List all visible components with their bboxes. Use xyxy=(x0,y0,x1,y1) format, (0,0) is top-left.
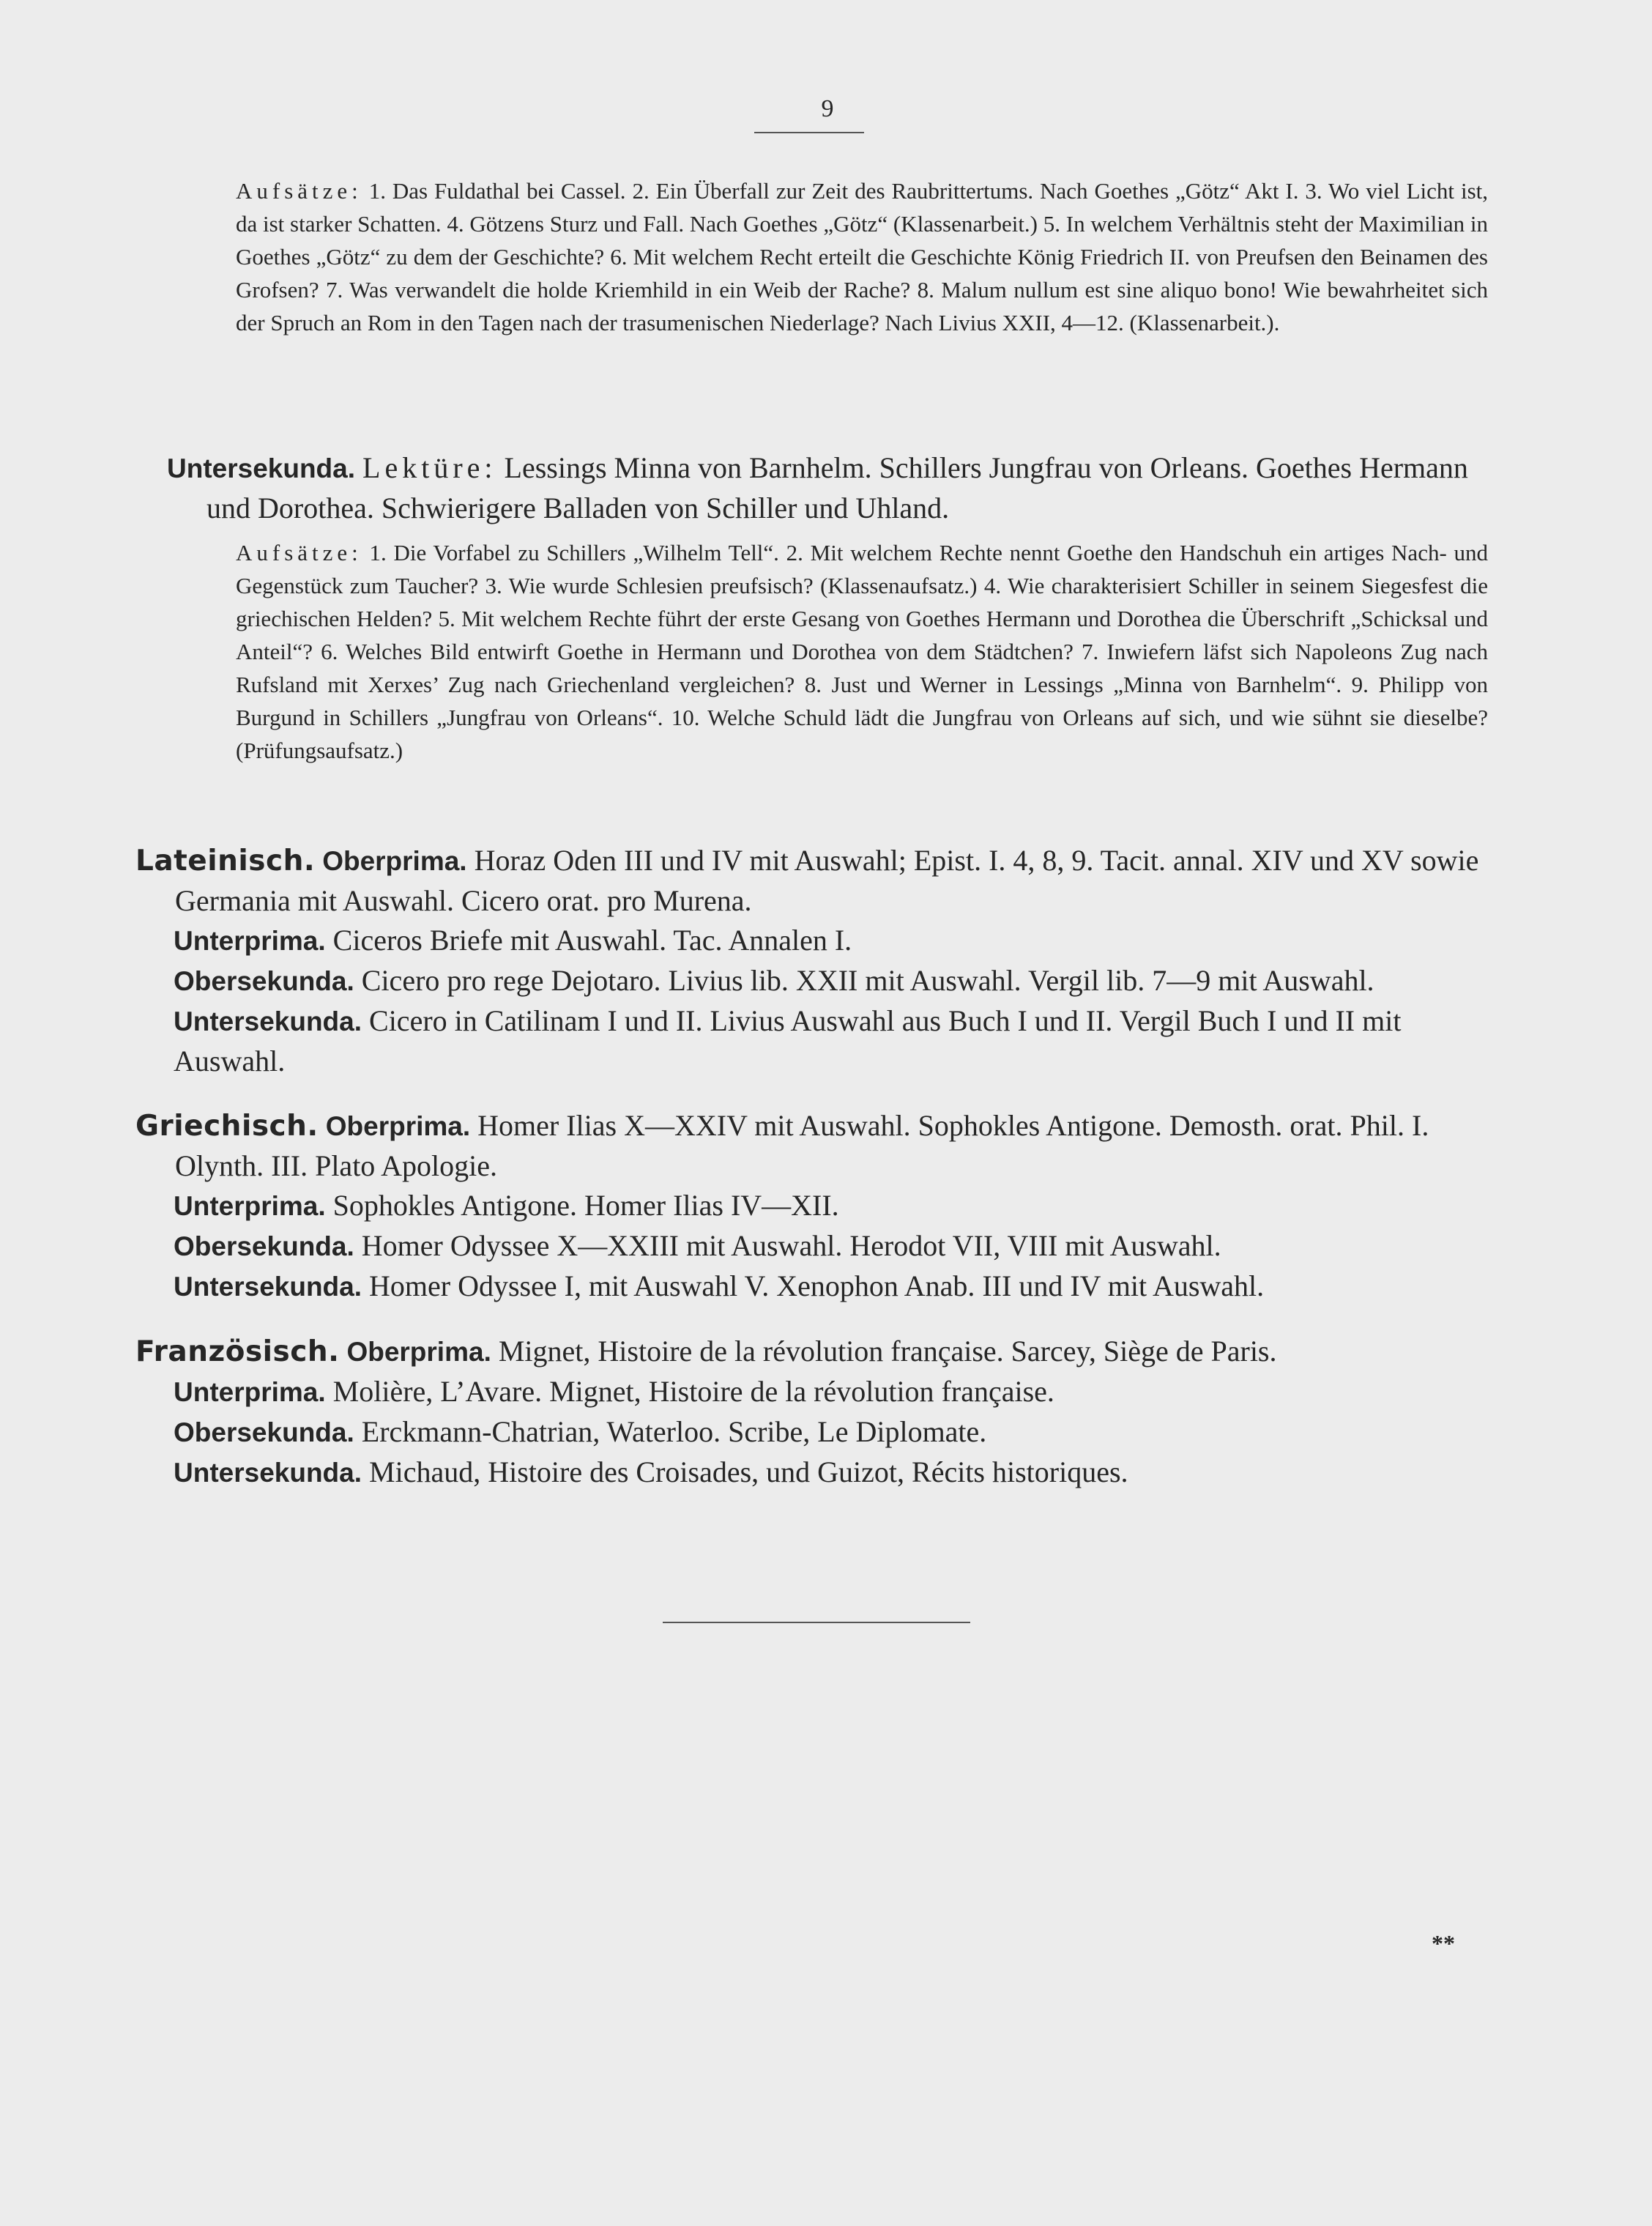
untersekunda-aufsaetze xyxy=(236,536,1488,767)
level-label: Untersekunda. xyxy=(174,1458,362,1488)
level-label: Unterprima. xyxy=(174,1377,326,1407)
subject-heading: Griechisch. xyxy=(135,1110,319,1143)
signature-mark: ** xyxy=(1432,1930,1455,1956)
entry-text: Ciceros Briefe mit Auswahl. Tac. Annalen I. xyxy=(332,924,852,957)
section-franzoesisch xyxy=(135,1332,1487,1493)
level-label: Obersekunda. xyxy=(174,1417,354,1447)
entry-text: Horaz Oden III und IV mit Auswahl; Epist. I. 4, 8, 9. Tacit. annal. XIV und XV sowie Germania mit Auswahl. Cicero orat. pro Murena. xyxy=(175,844,1479,917)
level-label: Oberprima. xyxy=(325,1111,471,1141)
lektuere-label: Lektüre: xyxy=(362,451,497,484)
section-entry xyxy=(135,921,1487,961)
entry-text: Homer Odyssee I, mit Auswahl V. Xenophon Anab. III und IV mit Auswahl. xyxy=(369,1269,1265,1302)
aufsaetze-label: Aufsätze: xyxy=(236,540,362,565)
subject-heading: Lateinisch. xyxy=(135,845,316,878)
entry-text: Homer Odyssee X—XXIII mit Auswahl. Herodot VII, VIII mit Auswahl. xyxy=(361,1229,1221,1262)
entry-text: Erckmann-Chatrian, Waterloo. Scribe, Le Diplomate. xyxy=(361,1415,987,1448)
level-label: Oberprima. xyxy=(322,846,467,876)
section-entry xyxy=(135,1372,1487,1412)
level-label: Obersekunda. xyxy=(174,1231,354,1261)
entry-text: Homer Ilias X—XXIV mit Auswahl. Sophokles Antigone. Demosth. orat. Phil. I. Olynth. III. Plato Apologie. xyxy=(175,1109,1429,1182)
section-entry xyxy=(135,961,1487,1001)
level-label: Unterprima. xyxy=(174,926,326,956)
section-entry xyxy=(135,1226,1487,1266)
section-entry xyxy=(135,841,1487,921)
section-entry xyxy=(135,1266,1487,1307)
page-number: 9 xyxy=(821,95,834,122)
aufsaetze-text: 1. Das Fuldathal bei Cassel. 2. Ein Überfall zur Zeit des Raubrittertums. Nach Goethes „Götz“ Akt I. 3. Wo viel Licht ist, da ist starker Schatten. 4. Götzens Sturz und Fall. Nach Goethes „Götz“ (Klassenarbeit.) 5. In welchem Verhältnis steht der Maximilian in Goethes „Götz“ zu dem der Geschichte? 6. Mit welchem Recht erteilt die Geschichte König Friedrich II. von Preufsen den Beinamen des Grofsen? 7. Was verwandelt die holde Kriemhild in ein Weib der Rache? 8. Malum nullum est sine aliquo bono! Wie bewahrheitet sich der Spruch an Rom in den Tagen nach der trasumenischen Niederlage? Nach Livius XXII, 4—12. (Klassenarbeit.). xyxy=(236,178,1489,335)
level-label: Obersekunda. xyxy=(174,966,354,996)
aufsaetze-paragraph xyxy=(236,174,1488,339)
section-entry xyxy=(135,1332,1487,1372)
section-entry xyxy=(135,1186,1487,1226)
subject-heading: Französisch. xyxy=(135,1335,340,1368)
entry-text: Michaud, Histoire des Croisades, und Guizot, Récits historiques. xyxy=(369,1455,1128,1488)
section-griechisch xyxy=(135,1106,1487,1307)
untersekunda-lektuere xyxy=(167,448,1485,528)
page-number-rule xyxy=(754,132,864,133)
section-entry xyxy=(135,1001,1487,1081)
section-entry xyxy=(135,1106,1487,1186)
lektuere-text: Lessings Minna von Barnhelm. Schillers Jungfrau von Orleans. Goethes Hermann und Dorothea. Schwierigere Balladen von Schiller und Uhland. xyxy=(206,451,1468,524)
aufsaetze-text: 1. Die Vorfabel zu Schillers „Wilhelm Tell“. 2. Mit welchem Rechte nennt Goethe den Handschuh ein artiges Nach- und Gegenstück zum Taucher? 3. Wie wurde Schlesien preufsisch? (Klassenaufsatz.) 4. Wie charakterisiert Schiller in seinem Siegesfest die griechischen Helden? 5. Mit welchem Rechte führt der erste Gesang von Goethes Hermann und Dorothea die Überschrift „Schicksal und Anteil“? 6. Welches Bild entwirft Goethe in Hermann und Dorothea von dem Städtchen? 7. Inwiefern läfst sich Napoleons Zug nach Rufsland mit Xerxes’ Zug nach Griechenland vergleichen? 8. Just und Werner in Lessings „Minna von Barnhelm“. 9. Philipp von Burgund in Schillers „Jungfrau von Orleans“. 10. Welche Schuld lädt die Jungfrau von Orleans auf sich, und wie sühnt sie dieselbe? (Prüfungsaufsatz.) xyxy=(236,540,1489,763)
closing-rule xyxy=(663,1622,970,1623)
entry-text: Mignet, Histoire de la révolution française. Sarcey, Siège de Paris. xyxy=(498,1335,1277,1368)
aufsaetze-label: Aufsätze: xyxy=(236,178,362,204)
lektuere-entry xyxy=(167,448,1485,528)
obersekunda-aufsaetze xyxy=(236,174,1488,339)
entry-text: Sophokles Antigone. Homer Ilias IV—XII. xyxy=(332,1189,839,1222)
level-label: Oberprima. xyxy=(346,1337,491,1367)
entry-text: Cicero pro rege Dejotaro. Livius lib. XXII mit Auswahl. Vergil lib. 7—9 mit Auswahl. xyxy=(361,964,1374,997)
entry-text: Molière, L’Avare. Mignet, Histoire de la révolution française. xyxy=(332,1375,1054,1408)
level-label: Untersekunda. xyxy=(167,453,356,483)
section-entry xyxy=(135,1412,1487,1453)
aufsaetze-paragraph xyxy=(236,536,1488,767)
section-entry xyxy=(135,1453,1487,1493)
entry-text: Cicero in Catilinam I und II. Livius Auswahl aus Buch I und II. Vergil Buch I und II mit Auswahl. xyxy=(174,1004,1402,1077)
level-label: Untersekunda. xyxy=(174,1006,362,1036)
level-label: Unterprima. xyxy=(174,1191,326,1221)
section-lateinisch xyxy=(135,841,1487,1081)
level-label: Untersekunda. xyxy=(174,1272,362,1302)
lektuere-sections xyxy=(135,841,1487,1518)
